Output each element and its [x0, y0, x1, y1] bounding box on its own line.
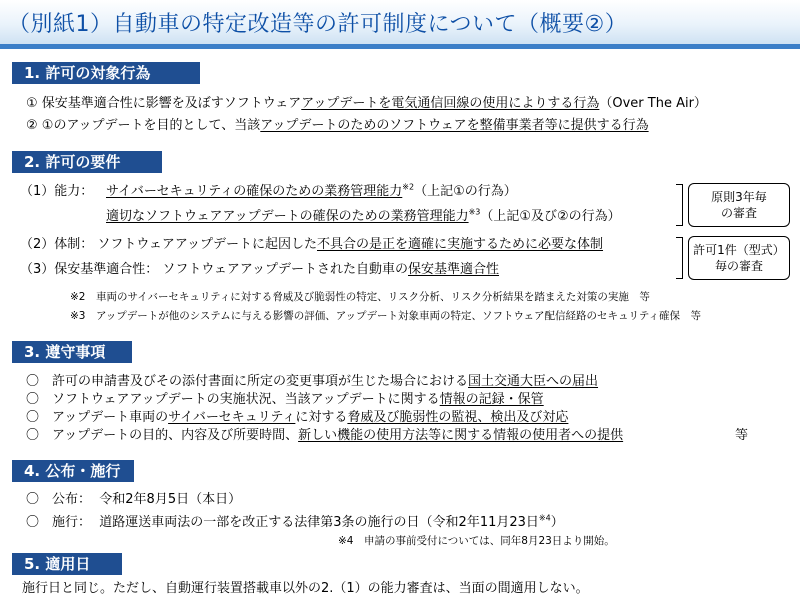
s2-r1-b-sup: ※3 [468, 207, 481, 217]
s2-r1-a-underlined: サイバーセキュリティの確保のための業務管理能力 [106, 184, 403, 199]
review-box-2-line1: 許可1件（型式） [693, 243, 785, 257]
s1-item-2-underlined: アップデートのためのソフトウェアを整備事業者等に提供する行為 [260, 118, 649, 133]
section-heading-4: 4. 公布・施行 [12, 460, 134, 482]
review-box-2-line2: 毎の審査 [714, 259, 763, 273]
s2-r3-pre: ソフトウェアアップデートされた自動車の [162, 262, 408, 277]
s1-item-1 [26, 95, 707, 112]
bullet: 〇 [26, 515, 40, 530]
s1-item-1-num: ① [26, 96, 38, 111]
s2-r1-b-underlined: 適切なソフトウェアアップデートの確保のための業務管理能力 [106, 209, 469, 224]
s3-item-4-pre: アップデートの目的、内容及び所要時間、 [52, 428, 299, 443]
note-3: ※3 アップデートが他のシステムに与える影響の評価、アップデート対象車両の特定、ソフトウェア配信経路のセキュリティ確保 等 [70, 310, 701, 322]
page-title: （別紙1）自動車の特定改造等の許可制度について（概要②） [8, 12, 628, 37]
s3-item-1-underlined: 国土交通大臣への届出 [468, 374, 599, 389]
s1-item-1-post: （Over The Air） [599, 96, 707, 111]
s4-enforcement-label: 施行： [52, 515, 92, 530]
s3-item-1-pre: 許可の申請書及びその添付書面に所定の変更事項が生じた場合における [52, 374, 469, 389]
s1-item-2-num: ② [26, 118, 38, 133]
s2-r2-pre: ソフトウェアアップデートに起因した [97, 237, 317, 252]
s3-item-4 [26, 427, 623, 444]
bullet: 〇 [26, 428, 40, 443]
s1-item-1-pre: 保安基準適合性に影響を及ぼすソフトウェア [41, 96, 302, 111]
bullet: 〇 [26, 492, 40, 507]
section-heading-3: 3. 遵守事項 [12, 341, 132, 363]
bracket-2 [676, 237, 683, 279]
s2-r3 [20, 261, 499, 278]
s3-item-2 [26, 391, 544, 408]
s3-item-4-post: 等 [735, 428, 749, 443]
s2-r2-underlined: 不具合の是正を適確に実施するために必要な体制 [317, 237, 604, 252]
s2-r1-label: （1）能力： [20, 184, 94, 199]
s3-item-3-pre: アップデート車両の [52, 410, 169, 425]
bullet: 〇 [26, 374, 40, 389]
s3-item-2-underlined: 情報の記録・保管 [439, 392, 544, 407]
s4-enforcement-close: ） [550, 515, 564, 530]
s3-item-4-underlined: 新しい機能の使用方法等に関する情報の使用者への提供 [298, 428, 624, 443]
s2-r1-b [106, 208, 621, 225]
s4-enforcement-value: 道路運送車両法の一部を改正する法律第3条の施行の日（令和2年11月23日 [99, 515, 539, 530]
s2-r1-a-post: （上記①の行為） [414, 184, 517, 199]
s4-promulgation-label: 公布： [52, 492, 92, 507]
s3-item-3 [26, 409, 568, 426]
s3-item-2-pre: ソフトウェアアップデートの実施状況、当該アップデートに関する [52, 392, 440, 407]
s4-promulgation-value: 令和2年8月5日（本日） [99, 492, 242, 507]
s2-r3-underlined: 保安基準適合性 [408, 262, 500, 277]
s1-item-1-underlined: アップデートを電気通信回線の使用によりする行為 [301, 96, 600, 111]
s2-r2 [20, 236, 603, 253]
note-4: ※4 申請の事前受付については、同年8月23日より開始。 [338, 535, 615, 547]
s2-r1-b-post: （上記①及び②の行為） [480, 209, 621, 224]
s3-item-1 [26, 373, 598, 390]
s2-r1-a [106, 183, 517, 200]
s4-enforcement [26, 514, 564, 531]
s2-r3-label: （3）保安基準適合性： [20, 262, 159, 277]
s5-text: 施行日と同じ。ただし、自動運行装置搭載車以外の2.（1）の能力審査は、当面の間適用しない。 [22, 581, 589, 596]
bullet: 〇 [26, 392, 40, 407]
section-heading-5: 5. 適用日 [12, 553, 122, 575]
section-heading-1: 1. 許可の対象行為 [12, 62, 200, 84]
s3-item-3-underlined-2: 脅威及び脆弱性の監視、検出及び対応 [347, 410, 569, 425]
section-heading-2: 2. 許可の要件 [12, 151, 162, 173]
s3-item-3-underlined-1: サイバーセキュリティ [168, 410, 296, 425]
review-box-2 [688, 236, 790, 280]
note-2: ※2 車両のサイバーセキュリティに対する脅威及び脆弱性の特定、リスク分析、リスク分析結果を踏まえた対策の実施 等 [70, 291, 650, 303]
s1-item-2-pre: ①のアップデートを目的として、当該 [41, 118, 261, 133]
review-box-1-line1: 原則3年毎 [711, 190, 767, 204]
bullet: 〇 [26, 410, 40, 425]
bracket-1 [676, 184, 683, 226]
review-box-1-line2: の審査 [720, 206, 757, 220]
title-rule [0, 44, 800, 49]
s4-promulgation [26, 491, 241, 508]
review-box-1 [688, 183, 790, 227]
s2-r2-label: （2）体制： [20, 237, 94, 252]
s3-item-3-mid: に対する [295, 410, 348, 425]
s4-enforcement-sup: ※4 [538, 513, 551, 523]
s1-item-2 [26, 117, 649, 134]
s2-r1-a-sup: ※2 [402, 182, 415, 192]
